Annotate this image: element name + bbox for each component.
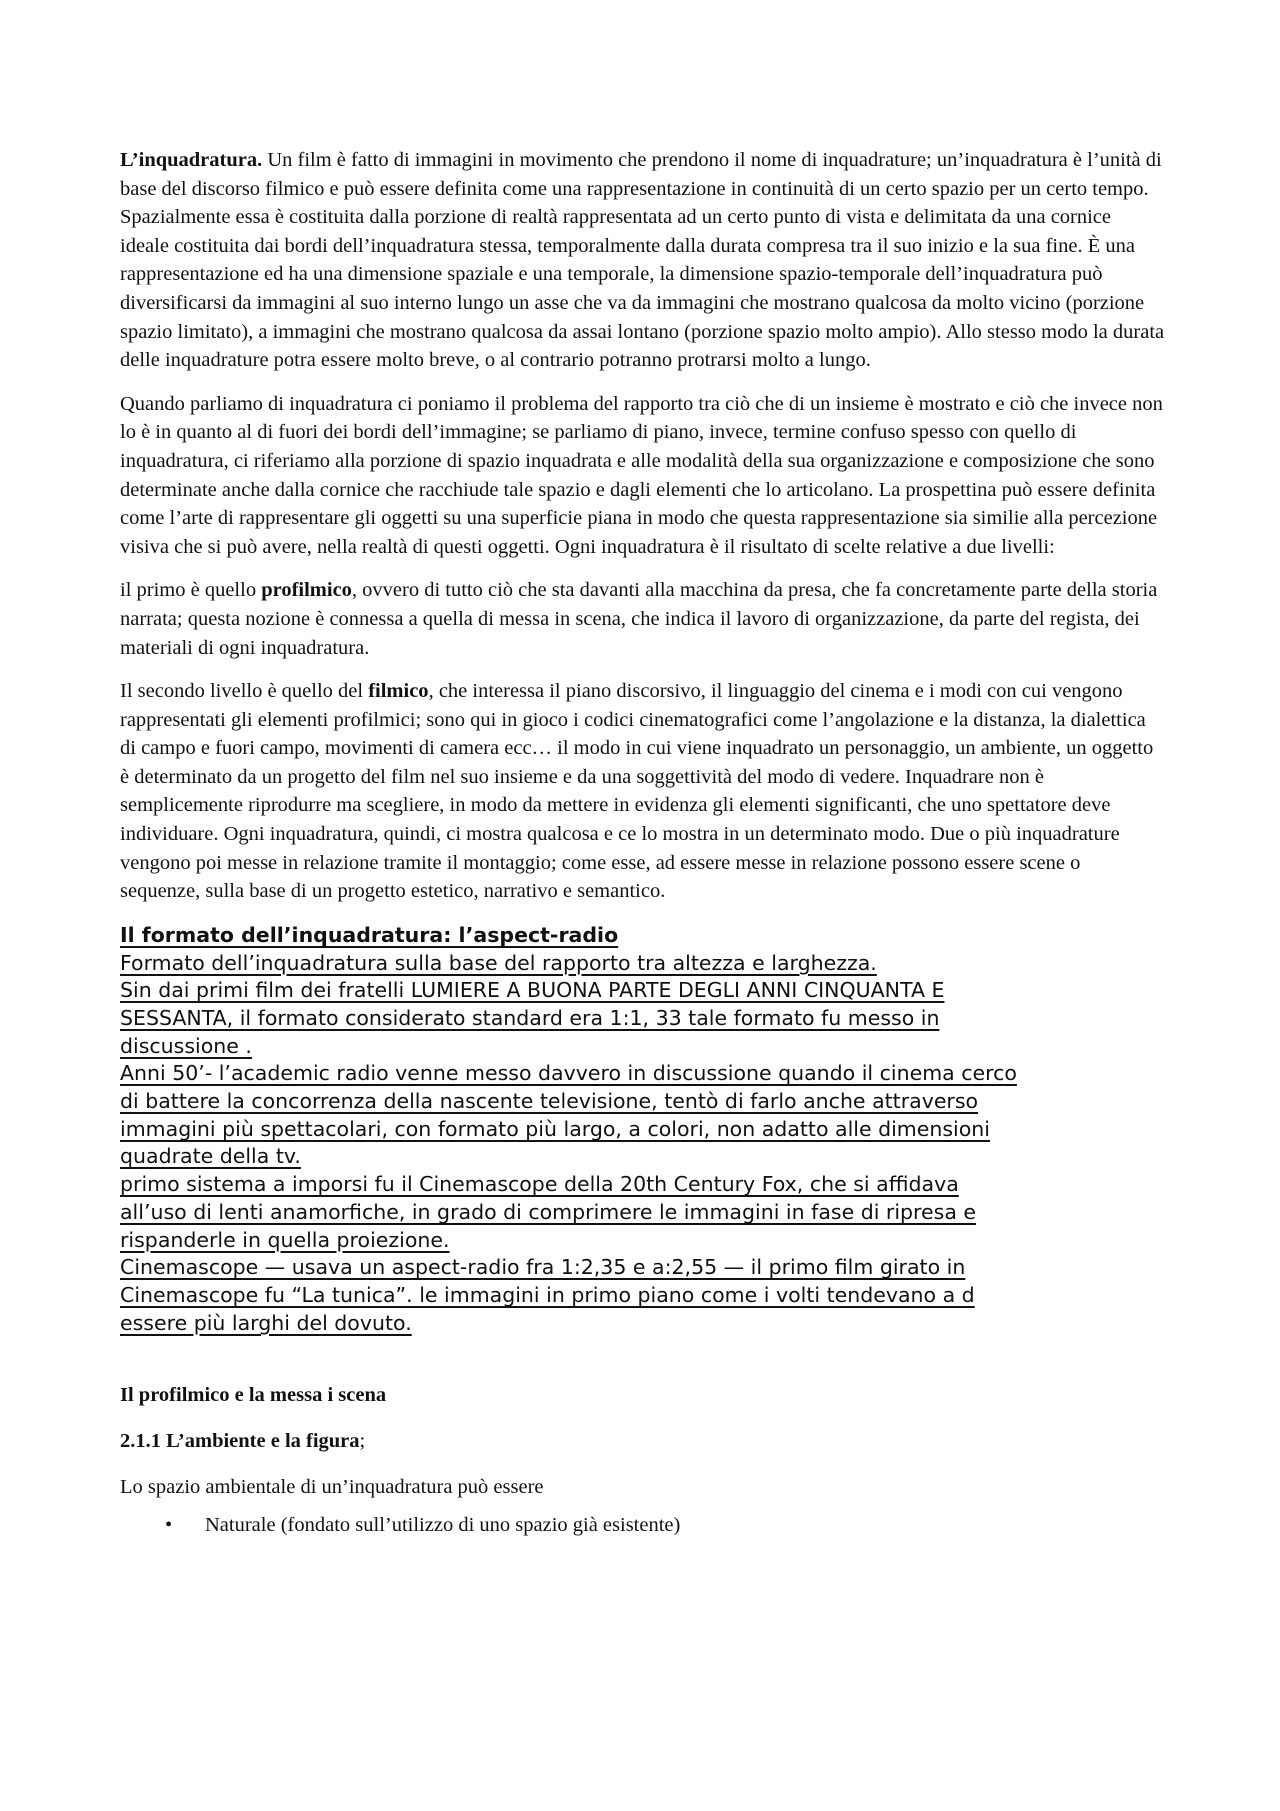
- aspect-line: di battere la concorrenza della nascente televisione, tentò di farlo anche attraverso: [120, 1089, 979, 1114]
- paragraph-text: , ovvero di tutto ciò che sta davanti alla macchina da presa, che fa concretamente parte della storia narrata; questa nozione è connessa a quella di messa in scena, che indica il lavoro di organizzazione, da parte del regista, dei materiali di ogni inquadratura.: [120, 579, 1158, 659]
- keyword-filmico: filmico: [368, 680, 429, 703]
- list-item-text: Naturale (fondato sull’utilizzo di uno spazio già esistente): [205, 1514, 681, 1537]
- aspect-line: Formato dell’inquadratura sulla base del rapporto tra altezza e larghezza.: [120, 950, 877, 975]
- bullet-list: [120, 1511, 1165, 1540]
- aspect-line: immagini più spettacolari, con formato più largo, a colori, non adatto alle dimensioni: [120, 1116, 990, 1141]
- aspect-line: Cinemascope fu “La tunica”. le immagini in primo piano come i volti tendevano a d: [120, 1282, 975, 1307]
- aspect-ratio-heading: Il formato dell’inquadratura: l’aspect-radio: [120, 922, 619, 947]
- aspect-line: discussione .: [120, 1033, 252, 1058]
- list-item: [120, 1511, 1165, 1540]
- aspect-line: Sin dai primi film dei fratelli LUMIERE A BUONA PARTE DEGLI ANNI CINQUANTA E: [120, 978, 945, 1003]
- paragraph-text: il primo è quello: [120, 579, 262, 602]
- paragraph-filmico: [120, 677, 1165, 906]
- subsection-title-punct: ;: [359, 1429, 366, 1452]
- bullet-icon: •: [165, 1514, 173, 1537]
- subsection-title-bold: 2.1.1 L’ambiente e la figura: [120, 1429, 360, 1452]
- keyword-profilmico: profilmico: [261, 579, 352, 602]
- aspect-line: Anni 50’- l’academic radio venne messo davvero in discussione quando il cinema cerco: [120, 1061, 1017, 1086]
- aspect-line: primo sistema a imporsi fu il Cinemascope della 20th Century Fox, che si affidava: [120, 1172, 959, 1197]
- paragraph-profilmico: [120, 576, 1165, 662]
- document-page: [120, 146, 1165, 1540]
- aspect-ratio-block: [120, 922, 1165, 1338]
- subsection-title: [120, 1427, 1165, 1456]
- section-intro: Lo spazio ambientale di un’inquadratura può essere: [120, 1475, 544, 1498]
- aspect-line: SESSANTA, il formato considerato standard era 1:1, 33 tale formato fu messo in: [120, 1005, 940, 1030]
- aspect-line: rispanderle in quella proiezione.: [120, 1227, 450, 1252]
- paragraph-lead: L’inquadratura.: [120, 149, 263, 171]
- paragraph-text: Un film è fatto di immagini in movimento che prendono il nome di inquadrature; un’inquadratura è l’unità di base del discorso filmico e può essere definita come una rappresentazione in continuità di un certo spazio per un certo tempo. Spazialmente essa è costituita dalla porzione di realtà rappresentata ad un certo punto di vista e delimitata da una cornice ideale costituita dai bordi dell’inquadratura stessa, temporalmente dalla durata compresa tra il suo inizio e la sua fine. È una rappresentazione ed ha una dimensione spaziale e una temporale, la dimensione spazio-temporale dell’inquadratura può diversificarsi da immagini al suo interno lungo un asse che va da immagini che mostrano qualcosa da molto vicino (porzione spazio limitato), a immagini che mostrano qualcosa da assai lontano (porzione spazio molto ampio). Allo stesso modo la durata delle inquadrature potra essere molto breve, o al contrario potranno protrarsi molto a lungo.: [120, 149, 1165, 372]
- paragraph-piano: Quando parliamo di inquadratura ci poniamo il problema del rapporto tra ciò che di un insieme è mostrato e ciò che invece non lo è in quanto al di fuori dei bordi dell’immagine; se parliamo di piano, invece, termine confuso spesso con quello di inquadratura, ci riferiamo alla porzione di spazio inquadrata e alle modalità della sua organizzazione e composizione che sono determinate anche dalla cornice che racchiude tale spazio e dagli elementi che lo articolano. La prospettina può essere definita come l’arte di rappresentare gli oggetti su una superficie piana in modo che questa rappresentazione sia similie alla percezione visiva che si può avere, nella realtà di questi oggetti. Ogni inquadratura è il risultato di scelte relative a due livelli:: [120, 392, 1163, 558]
- section-title: Il profilmico e la messa i scena: [120, 1384, 387, 1407]
- paragraph-text: , che interessa il piano discorsivo, il linguaggio del cinema e i modi con cui vengono rappresentati gli elementi profilmici; sono qui in gioco i codici cinematografici come l’angolazione e la distanza, la dialettica di campo e fuori campo, movimenti di camera ecc… il modo in cui viene inquadrato un personaggio, un ambiente, un oggetto è determinato da un progetto del film nel suo insieme e da una soggettività del modo di vedere. Inquadrare non è semplicemente riprodurre ma scegliere, in modo da mettere in evidenza gli elementi significanti, che uno spettatore deve individuare. Ogni inquadratura, quindi, ci mostra qualcosa e ce lo mostra in un determinato modo. Due o più inquadrature vengono poi messe in relazione tramite il montaggio; come esse, ad essere messe in relazione possono essere scene o sequenze, sulla base di un progetto estetico, narrativo e semantico.: [120, 680, 1154, 903]
- paragraph-text: Il secondo livello è quello del: [120, 680, 369, 703]
- aspect-line: essere più larghi del dovuto.: [120, 1310, 412, 1335]
- aspect-line: quadrate della tv.: [120, 1144, 301, 1169]
- aspect-line: all’uso di lenti anamorfiche, in grado di comprimere le immagini in fase di ripresa e: [120, 1199, 977, 1224]
- aspect-line: Cinemascope — usava un aspect-radio fra 1:2,35 e a:2,55 — il primo film girato in: [120, 1255, 966, 1280]
- paragraph-inquadratura: [120, 146, 1165, 375]
